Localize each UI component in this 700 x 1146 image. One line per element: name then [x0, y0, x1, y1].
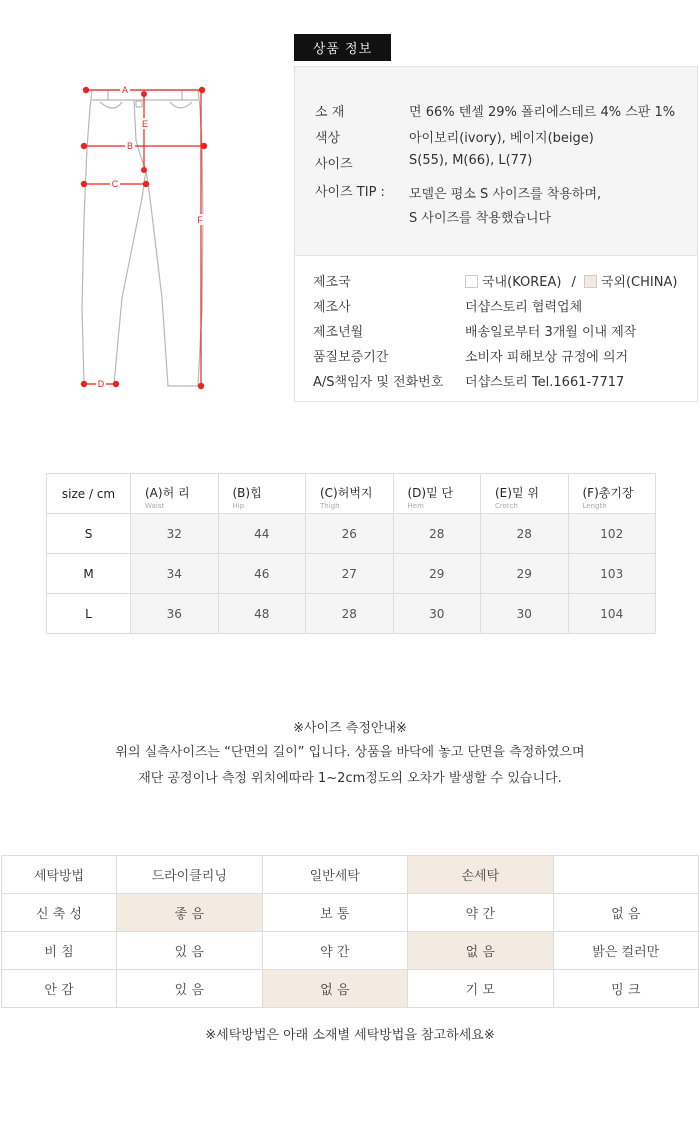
size-table-corner: size / cm [47, 474, 131, 514]
checkbox-korea [465, 275, 478, 288]
wash-cell-selected: 없 음 [262, 970, 408, 1008]
wash-cell: 기 모 [408, 970, 554, 1008]
maker-label: 제조사 [313, 300, 351, 315]
cell-value: 27 [306, 554, 394, 594]
size-value: S(55), M(66), L(77) [409, 153, 533, 168]
measure-labels [96, 84, 206, 389]
mfg-date-label: 제조년월 [313, 325, 364, 340]
cell-value: 30 [481, 594, 569, 634]
pants-measurement-diagram [70, 78, 220, 398]
wash-cell: 있 음 [117, 970, 263, 1008]
header-waist: (A)허 리 Waist [131, 474, 219, 514]
size-tip-value: 모델은 평소 S 사이즈를 착용하며, [409, 187, 602, 202]
size-s: S [47, 514, 131, 554]
size-tip-label: 사이즈 TIP : [315, 185, 385, 200]
wash-row [2, 894, 699, 932]
size-guide-line-2: 재단 공정이나 측정 위치에따라 1~2cm정도의 오차가 발생할 수 있습니다. [138, 771, 562, 786]
product-info-basic [294, 66, 698, 256]
wash-cell-selected: 없 음 [408, 932, 554, 970]
cell-value: 32 [131, 514, 219, 554]
header-thigh: (C)허벅지 Thigh [306, 474, 394, 514]
size-label: 사이즈 [315, 157, 353, 172]
header-length: (F)총기장 Length [568, 474, 656, 514]
cell-value: 29 [481, 554, 569, 594]
material-label: 소 재 [315, 105, 345, 120]
cell-value: 28 [306, 594, 394, 634]
wash-cell: 드라이클리닝 [117, 856, 263, 894]
cell-value: 44 [218, 514, 306, 554]
as-label: A/S책임자 및 전화번호 [313, 375, 444, 390]
wash-cell-selected: 손세탁 [408, 856, 554, 894]
size-l: L [47, 594, 131, 634]
label-c: C [111, 179, 119, 189]
wash-cell [553, 856, 699, 894]
origin-china: 국외(CHINA) [600, 275, 678, 290]
material-value: 면 66% 텐셀 29% 폴리에스테르 4% 스판 1% [409, 105, 676, 120]
wash-row [2, 932, 699, 970]
size-m: M [47, 554, 131, 594]
measure-lines [81, 87, 206, 388]
size-guide-title: ※사이즈 측정안내※ [293, 721, 407, 736]
size-tip-value-2: S 사이즈를 착용했습니다 [409, 211, 552, 226]
header-hip: (B)힙 Hip [218, 474, 306, 514]
warranty-label: 품질보증기간 [313, 350, 389, 365]
cell-value: 102 [568, 514, 656, 554]
size-table-header [47, 474, 656, 514]
table-row [47, 514, 656, 554]
table-row [47, 554, 656, 594]
cell-value: 28 [481, 514, 569, 554]
warranty-value: 소비자 피해보상 규정에 의거 [465, 350, 629, 365]
cell-value: 36 [131, 594, 219, 634]
wash-cell-selected: 좋 음 [117, 894, 263, 932]
origin-label: 제조국 [313, 275, 351, 290]
pants-outline [82, 90, 203, 386]
header-crotch: (E)밑 위 Crotch [481, 474, 569, 514]
cell-value: 104 [568, 594, 656, 634]
cell-value: 26 [306, 514, 394, 554]
as-value: 더샵스토리 Tel.1661-7717 [465, 375, 625, 390]
origin-options [465, 271, 677, 290]
wash-cell: 비 침 [2, 932, 117, 970]
product-info-title: 상품 정보 [294, 34, 391, 61]
wash-row [2, 856, 699, 894]
product-info-manufacture [294, 256, 698, 402]
wash-cell: 일반세탁 [262, 856, 408, 894]
wash-cell: 밍 크 [553, 970, 699, 1008]
cell-value: 48 [218, 594, 306, 634]
wash-table [1, 855, 699, 1008]
label-e: E [141, 119, 149, 129]
wash-note: ※세탁방법은 아래 소재별 세탁방법을 참고하세요※ [205, 1028, 495, 1043]
wash-row [2, 970, 699, 1008]
cell-value: 103 [568, 554, 656, 594]
label-f: F [197, 215, 203, 225]
checkbox-china [584, 275, 597, 288]
cell-value: 28 [393, 514, 481, 554]
wash-cell: 밝은 컬러만 [553, 932, 699, 970]
wash-cell: 신 축 성 [2, 894, 117, 932]
label-b: B [126, 141, 134, 151]
header-hem: (D)밑 단 Hem [393, 474, 481, 514]
wash-cell: 세탁방법 [2, 856, 117, 894]
maker-value: 더샵스토리 협력업체 [465, 300, 583, 315]
table-row [47, 594, 656, 634]
cell-value: 29 [393, 554, 481, 594]
wash-cell: 안 감 [2, 970, 117, 1008]
origin-slash: / [571, 275, 576, 290]
label-a: A [121, 85, 129, 95]
color-label: 색상 [315, 131, 341, 146]
size-guide-line-1: 위의 실측사이즈는 “단면의 길이” 입니다. 상품을 바닥에 놓고 단면을 측정하였으며 [115, 745, 585, 760]
wash-cell: 있 음 [117, 932, 263, 970]
wash-cell: 약 간 [262, 932, 408, 970]
wash-cell: 없 음 [553, 894, 699, 932]
cell-value: 46 [218, 554, 306, 594]
origin-korea: 국내(KOREA) [482, 275, 562, 290]
color-value: 아이보리(ivory), 베이지(beige) [409, 131, 594, 146]
wash-cell: 약 간 [408, 894, 554, 932]
label-d: D [97, 379, 105, 389]
wash-cell: 보 통 [262, 894, 408, 932]
size-table [46, 473, 656, 634]
cell-value: 30 [393, 594, 481, 634]
mfg-date-value: 배송일로부터 3개월 이내 제작 [465, 325, 637, 340]
cell-value: 34 [131, 554, 219, 594]
